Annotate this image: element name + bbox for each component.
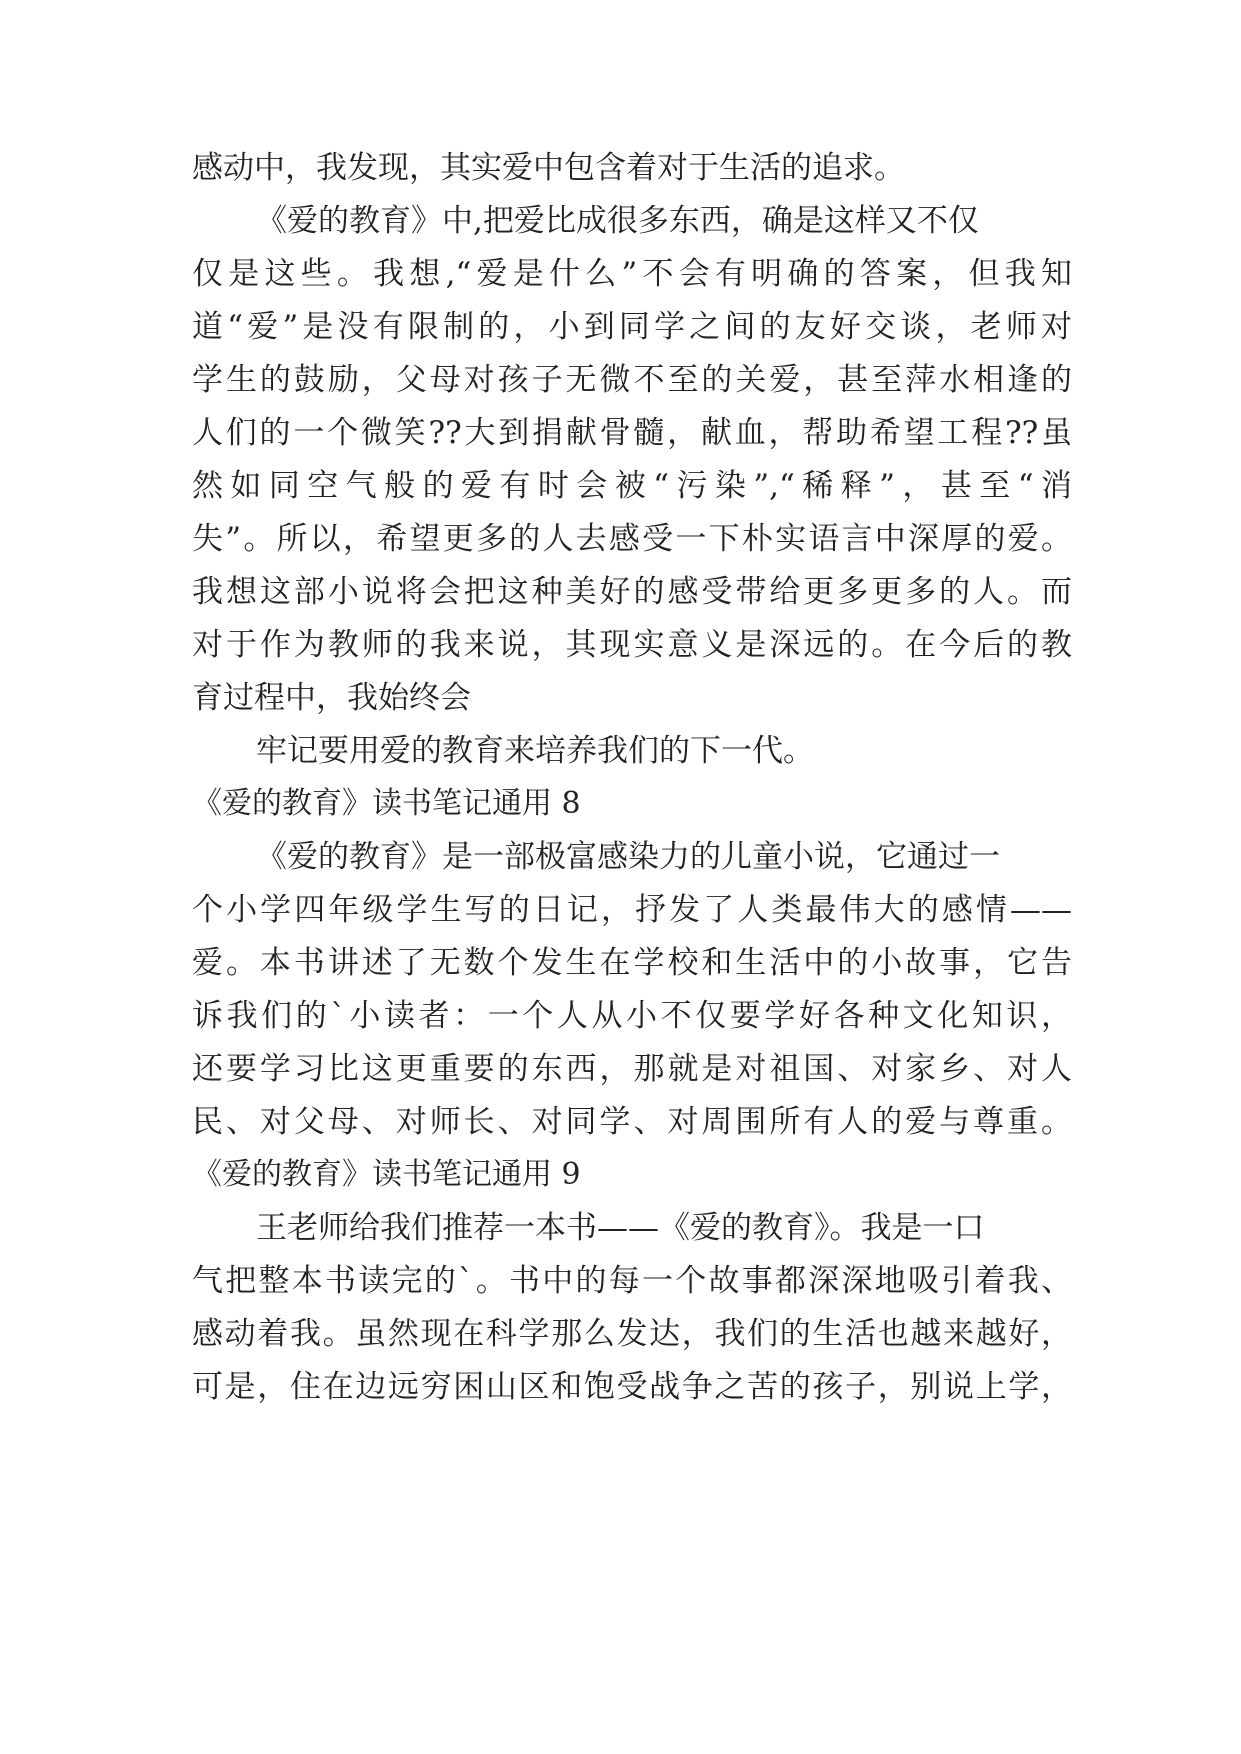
- text-line: 育过程中，我始终会: [192, 680, 471, 716]
- text-line: 学生的鼓励，父母对孩子无微不至的关爱，甚至萍水相逢的: [192, 362, 1072, 398]
- text-line: 诉我们的`小读者：一个人从小不仅要学好各种文化知识，: [192, 998, 1072, 1034]
- text-line: 气把整本书读完的`。书中的每一个故事都深深地吸引着我、: [192, 1263, 1072, 1299]
- text-line: 还要学习比这更重要的东西，那就是对祖国、对家乡、对人: [192, 1051, 1072, 1087]
- text-line: 感动中，我发现，其实爱中包含着对于生活的追求。: [192, 150, 905, 186]
- text-line: 民、对父母、对师长、对同学、对周围所有人的爱与尊重。: [192, 1104, 1072, 1140]
- text-line: 失”。所以，希望更多的人去感受一下朴实语言中深厚的爱。: [192, 521, 1072, 557]
- text-line: 王老师给我们推荐一本书——《爱的教育》。我是一口: [256, 1210, 985, 1246]
- text-line: 道“爱”是没有限制的，小到同学之间的友好交谈，老师对: [192, 309, 1072, 345]
- text-line: 然如同空气般的爱有时会被“污染”,“稀释”，甚至“消: [192, 468, 1072, 504]
- section-heading: 《爱的教育》读书笔记通用 9: [192, 1157, 581, 1192]
- text-line: 我想这部小说将会把这种美好的感受带给更多更多的人。而: [192, 574, 1072, 610]
- text-line: 《爱的教育》中,把爱比成很多东西，确是这样又不仅: [256, 203, 979, 239]
- text-line: 感动着我。虽然现在科学那么发达，我们的生活也越来越好，: [192, 1316, 1072, 1352]
- text-line: 《爱的教育》是一部极富感染力的儿童小说，它通过一: [256, 839, 1000, 875]
- text-line: 人们的一个微笑??大到捐献骨髓，献血，帮助希望工程??虽: [192, 415, 1072, 451]
- section-heading: 《爱的教育》读书笔记通用 8: [192, 786, 581, 821]
- text-line: 爱。本书讲述了无数个发生在学校和生活中的小故事，它告: [192, 945, 1072, 981]
- text-line: 对于作为教师的我来说，其现实意义是深远的。在今后的教: [192, 627, 1072, 663]
- text-line: 个小学四年级学生写的日记，抒发了人类最伟大的感情——: [192, 892, 1072, 928]
- text-line: 可是，住在边远穷困山区和饱受战争之苦的孩子，别说上学，: [192, 1369, 1072, 1405]
- text-line: 仅是这些。我想,“爱是什么”不会有明确的答案，但我知: [192, 256, 1072, 292]
- text-line: 牢记要用爱的教育来培养我们的下一代。: [256, 733, 814, 769]
